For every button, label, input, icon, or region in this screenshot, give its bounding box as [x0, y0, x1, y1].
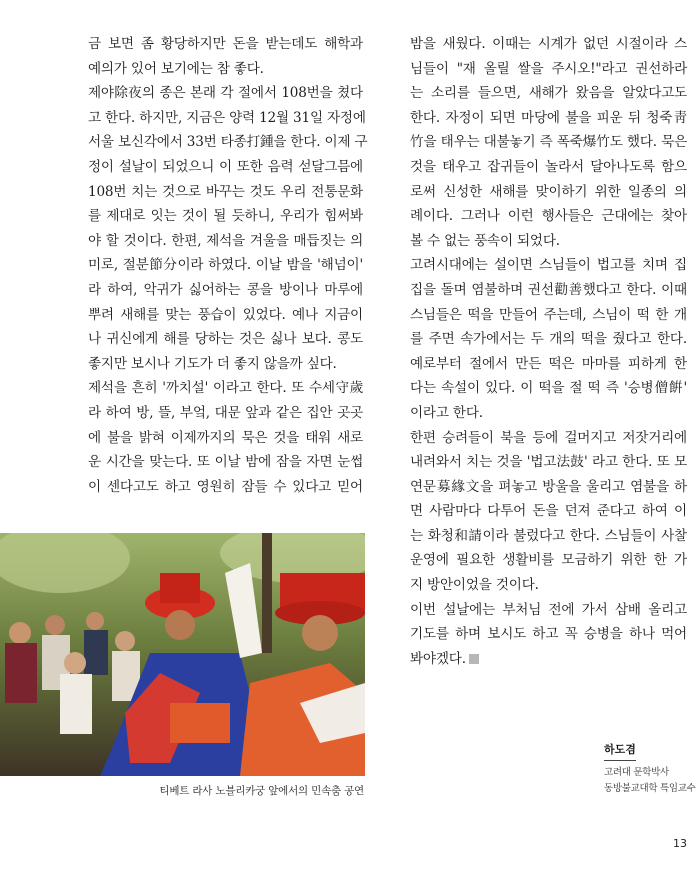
right-text-column: [410, 32, 687, 671]
text-line: 님들이 "재 올릴 쌀을 주시오!"라고 권선하라: [410, 60, 687, 77]
paragraph-6: [410, 426, 687, 598]
text-line: 례이다. 그러나 이런 행사들은 근대에는 찾아: [410, 208, 687, 225]
dance-performance-photo: [0, 533, 365, 776]
text-line: 뿌려 새해를 맞는 풍습이 있었다. 예나 지금이: [88, 306, 363, 323]
text-line: 운영에 필요한 생활비를 모금하기 위한 한 가: [410, 552, 687, 569]
text-line: 에 불을 밝혀 이제까지의 묵은 것을 태워 새로: [88, 429, 363, 446]
text-line: 내려와서 치는 것을 '법고法鼓' 라고 한다. 또 모: [410, 454, 687, 471]
text-line: 는 화청和請이라 불렀다고 한다. 스님들이 사찰: [410, 527, 687, 544]
text-line-final-text: 봐야겠다.: [410, 650, 466, 667]
text-line: 금 보면 좀 황당하지만 돈을 받는데도 해학과: [88, 36, 363, 52]
page-number: 13: [673, 837, 687, 850]
text-line: 미로, 절분節分이라 하였다. 이날 밤을 '해넘이': [88, 257, 363, 274]
author-affiliation: 동방불교대학 특임교수: [604, 783, 696, 794]
paragraph-3: [88, 376, 363, 499]
text-line: 제석을 흔히 '까치설' 이라고 한다. 또 수세守歲: [88, 380, 363, 397]
text-line: 지 방안이었을 것이다.: [410, 577, 539, 594]
paragraph-2: [88, 81, 368, 376]
paragraph-5: [410, 253, 687, 425]
text-line: 를 주면 속가에서는 두 개의 떡을 줬다고 한다.: [410, 331, 687, 348]
text-line: 를 제대로 잇는 것이 될 듯하니, 우리가 힘써봐: [88, 208, 363, 225]
text-line-final: [410, 647, 687, 672]
text-line: 고려시대에는 설이면 스님들이 법고를 치며 집: [410, 257, 687, 274]
text-line: 이 센다고도 하고 영원히 잠들 수 있다고 믿어: [88, 478, 363, 495]
text-line: 한다. 자정이 되면 마당에 불을 피운 뒤 청죽靑: [410, 109, 687, 126]
author-affiliation: 고려대 문학박사: [604, 767, 669, 778]
text-line: 집을 돌며 염불하며 권선勸善했다고 한다. 이때: [410, 281, 687, 298]
text-line: 연문募緣文을 펴놓고 방울을 울리고 염불을 하: [410, 478, 687, 495]
text-line: 로써 신성한 새해를 맞이하기 위한 일종의 의: [410, 183, 687, 200]
text-line: 밤을 새웠다. 이때는 시계가 없던 시절이라 스: [410, 36, 687, 52]
paragraph-7: [410, 598, 687, 672]
text-line: 이라고 한다.: [410, 404, 483, 421]
paragraph-4: [410, 32, 687, 253]
photo-caption: 티베트 라사 노블리카궁 앞에서의 민속춤 공연: [159, 785, 364, 797]
text-line: 고 한다. 하지만, 지금은 양력 12월 31일 자정에: [88, 109, 366, 126]
text-line: 정이 설날이 되었으니 이 또한 음력 섣달그믐에: [88, 158, 363, 175]
text-line: 제야除夜의 종은 본래 각 절에서 108번을 쳤다: [88, 85, 363, 102]
text-line: 다는 속설이 있다. 이 떡을 절 떡 즉 '승병僧餠': [410, 380, 687, 397]
author-block: [604, 738, 696, 797]
text-line: 라 하여 방, 뜰, 부엌, 대문 앞과 같은 집안 곳곳: [88, 404, 363, 421]
text-line: 좋지만 보시나 기도가 더 좋지 않을까 싶다.: [88, 355, 337, 372]
text-line: 기도를 하며 보시도 하고 꼭 승병을 하나 먹어: [410, 626, 687, 643]
text-line: 면 사람마다 다투어 돈을 던져 준다고 하여 이: [410, 503, 687, 520]
text-line: 볼 수 없는 풍속이 되었다.: [410, 232, 560, 249]
text-line: 이번 설날에는 부처님 전에 가서 삼배 올리고: [410, 601, 687, 618]
text-line: 라 하여, 악귀가 싫어하는 콩을 방이나 마루에: [88, 281, 363, 298]
text-line: 는 소리를 들으면, 새해가 왔음을 알았다고도: [410, 85, 687, 102]
text-line: 108번 치는 것으로 바꾸는 것도 우리 전통문화: [88, 183, 363, 200]
text-line: 서울 보신각에서 33번 타종打鍾을 한다. 이제 구: [88, 134, 368, 151]
text-line: 예의가 있어 보기에는 참 좋다.: [88, 60, 264, 77]
text-line: 스님들은 떡을 만들어 주는데, 스님이 떡 한 개: [410, 306, 687, 323]
text-line: 나 귀신에게 해를 당하는 것은 싫나 보다. 콩도: [88, 331, 363, 348]
paragraph-1: [88, 32, 363, 81]
tree-trunk: [262, 533, 272, 653]
text-line: 한편 승려들이 북을 등에 걸머지고 저잣거리에: [410, 429, 687, 446]
text-line: 운 시간을 맞는다. 또 이날 밤에 잠을 자면 눈썹: [88, 454, 363, 471]
text-line: 것을 태우고 잡귀들이 놀라서 달아나도록 함으: [410, 158, 687, 175]
left-text-column: [88, 32, 368, 499]
text-line: 야 할 것이다. 한편, 제석을 겨울을 매듭짓는 의: [88, 232, 363, 249]
author-name: 하도겸: [604, 741, 636, 761]
text-line: 예로부터 절에서 만든 떡은 마마를 피하게 한: [410, 355, 687, 372]
text-line: 竹을 태우는 대불놓기 즉 폭죽爆竹도 했다. 묵은: [410, 134, 687, 151]
photo-illustration: [0, 533, 365, 776]
end-of-article-mark: [469, 654, 479, 664]
